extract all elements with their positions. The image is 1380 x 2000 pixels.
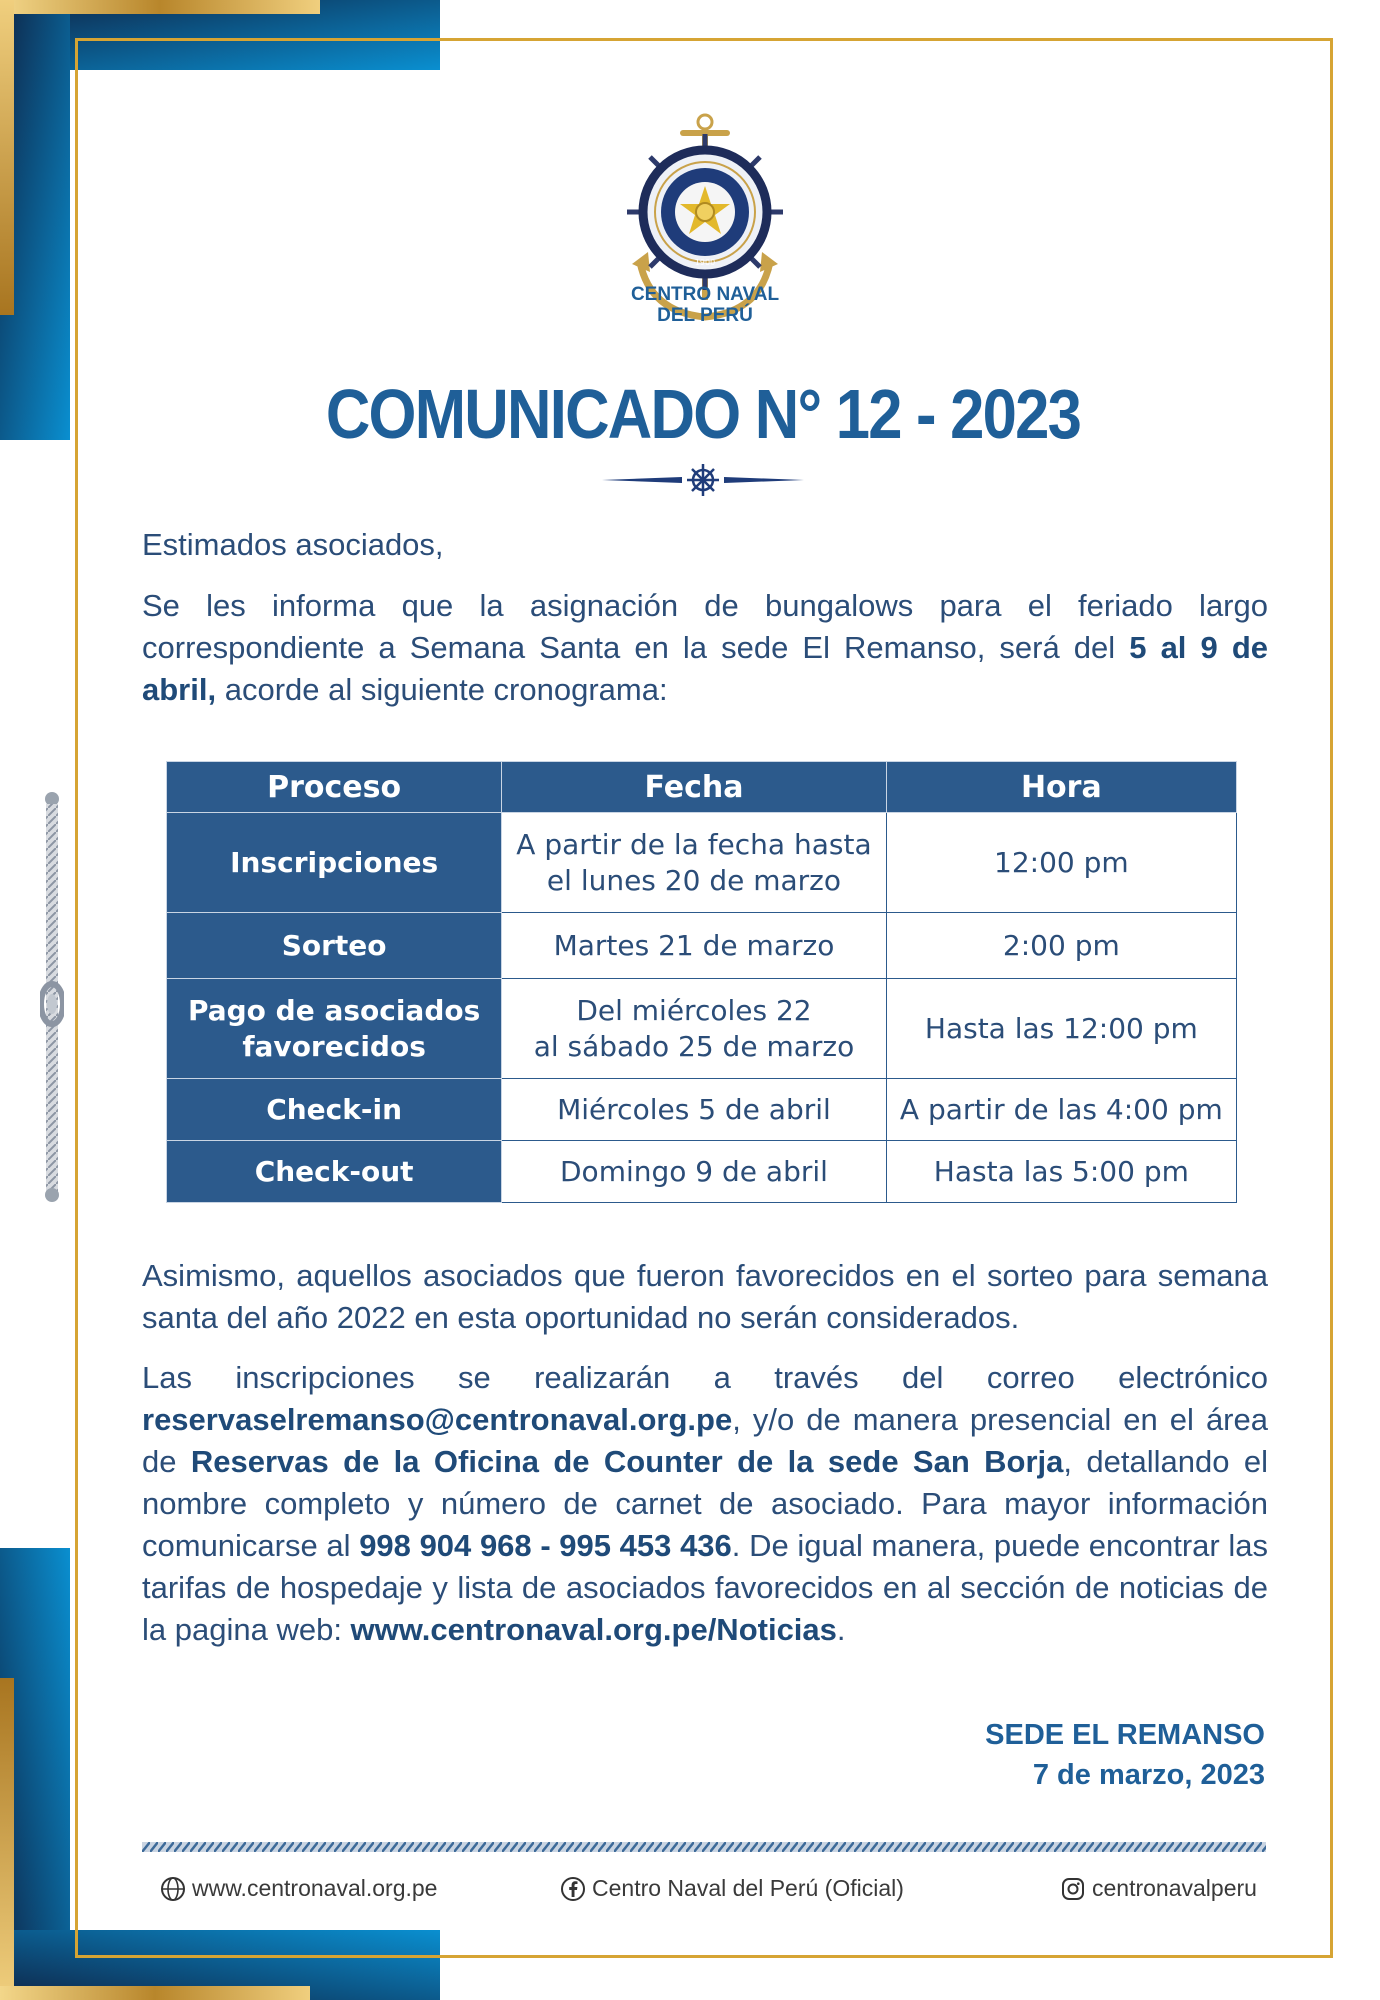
header-proceso: Proceso [167,762,502,813]
paragraph-registration [142,1357,1268,1651]
process-line: Pago de asociados [187,993,481,1027]
logo-wordmark [540,284,870,326]
footer-facebook[interactable] [560,1875,904,1902]
registration-text: , detallando el nombre completo y número de carnet de asociado. Para mayor información comunicarse al [142,1444,1268,1563]
date-cell [502,979,886,1079]
table-row [167,979,1237,1079]
footer-instagram-text: centronavalperu [1092,1875,1257,1901]
process-cell: Sorteo [167,913,502,979]
table-header-row [167,762,1237,813]
rope-knot-icon [40,792,64,1202]
signature-date: 7 de marzo, 2023 [1032,1759,1265,1791]
process-cell: Inscripciones [167,813,502,913]
registration-text: . [836,1612,846,1647]
signature [880,1715,1265,1795]
intro-paragraph [142,585,1268,711]
time-cell: 2:00 pm [886,913,1236,979]
date-cell: Martes 21 de marzo [502,913,886,979]
header-hora: Hora [886,762,1236,813]
process-cell: Check-out [167,1141,502,1203]
ship-wheel-divider-icon [687,464,719,496]
ship-wheel-icon [627,134,783,290]
footer-facebook-text: Centro Naval del Perú (Oficial) [592,1875,904,1901]
logo-line-2: DEL PERÚ [657,305,753,326]
registration-phones: 998 904 968 - 995 453 436 [359,1528,732,1563]
intro-text-end: acorde al siguiente cronograma: [216,672,668,707]
registration-email[interactable]: reservaselremanso@centronaval.org.pe [142,1402,733,1437]
paragraph-previous-winners: Asimismo, aquellos asociados que fueron favorecidos en el sorteo para semana santa del año 2022 en esta oportunidad no serán considerados. [142,1258,1268,1335]
registration-text: . De igual manera, puede encontrar las tarifas de hospedaje y lista de asociados favorecidos en al sección de noticias de la pagina web: [142,1528,1268,1647]
footer-website[interactable] [160,1875,437,1902]
registration-text: Las inscripciones se realizarán a través del correo electrónico [142,1360,1268,1395]
table-row [167,1141,1237,1203]
schedule-table [166,761,1237,1203]
process-cell: Check-in [167,1079,502,1141]
date-cell: Miércoles 5 de abril [502,1079,886,1141]
time-cell: Hasta las 12:00 pm [886,979,1236,1079]
logo-line-1: CENTRO NAVAL [630,284,780,305]
instagram-icon [1060,1876,1086,1902]
svg-text:1900: 1900 [694,258,716,267]
date-line: Del miércoles 22 [576,993,812,1027]
process-cell [167,979,502,1079]
date-line: al sábado 25 de marzo [533,1029,855,1063]
process-line: favorecidos [242,1029,426,1063]
footer-website-text: www.centronaval.org.pe [192,1875,438,1901]
news-link[interactable]: www.centronaval.org.pe/Noticias [350,1612,837,1647]
web-globe-icon [160,1876,186,1902]
table-row [167,913,1237,979]
date-line: el lunes 20 de marzo [546,863,842,897]
table-row [167,813,1237,913]
signature-sede: SEDE EL REMANSO [985,1719,1265,1751]
facebook-icon [560,1876,586,1902]
time-cell: 12:00 pm [886,813,1236,913]
intro-dates: 5 al 9 de abril, [142,630,1268,707]
time-cell: Hasta las 5:00 pm [886,1141,1236,1203]
date-line: A partir de la fecha hasta [516,827,872,861]
footer-rope-divider [142,1842,1266,1852]
header-fecha: Fecha [502,762,886,813]
date-cell [502,813,886,913]
date-cell: Domingo 9 de abril [502,1141,886,1203]
intro-text: Se les informa que la asignación de bungalows para el feriado largo correspondiente a Semana Santa en la sede El Remanso, será del [142,588,1268,665]
page-title: COMUNICADO N° 12 - 2023 [325,375,1081,453]
title-divider [600,460,806,500]
greeting: Estimados asociados, [142,527,444,562]
table-row [167,1079,1237,1141]
registration-text: , y/o de manera presencial en el área de [142,1402,1268,1479]
registration-office: Reservas de la Oficina de Counter de la sede San Borja [190,1444,1064,1479]
footer-instagram[interactable] [1060,1875,1257,1902]
time-cell: A partir de las 4:00 pm [886,1079,1236,1141]
